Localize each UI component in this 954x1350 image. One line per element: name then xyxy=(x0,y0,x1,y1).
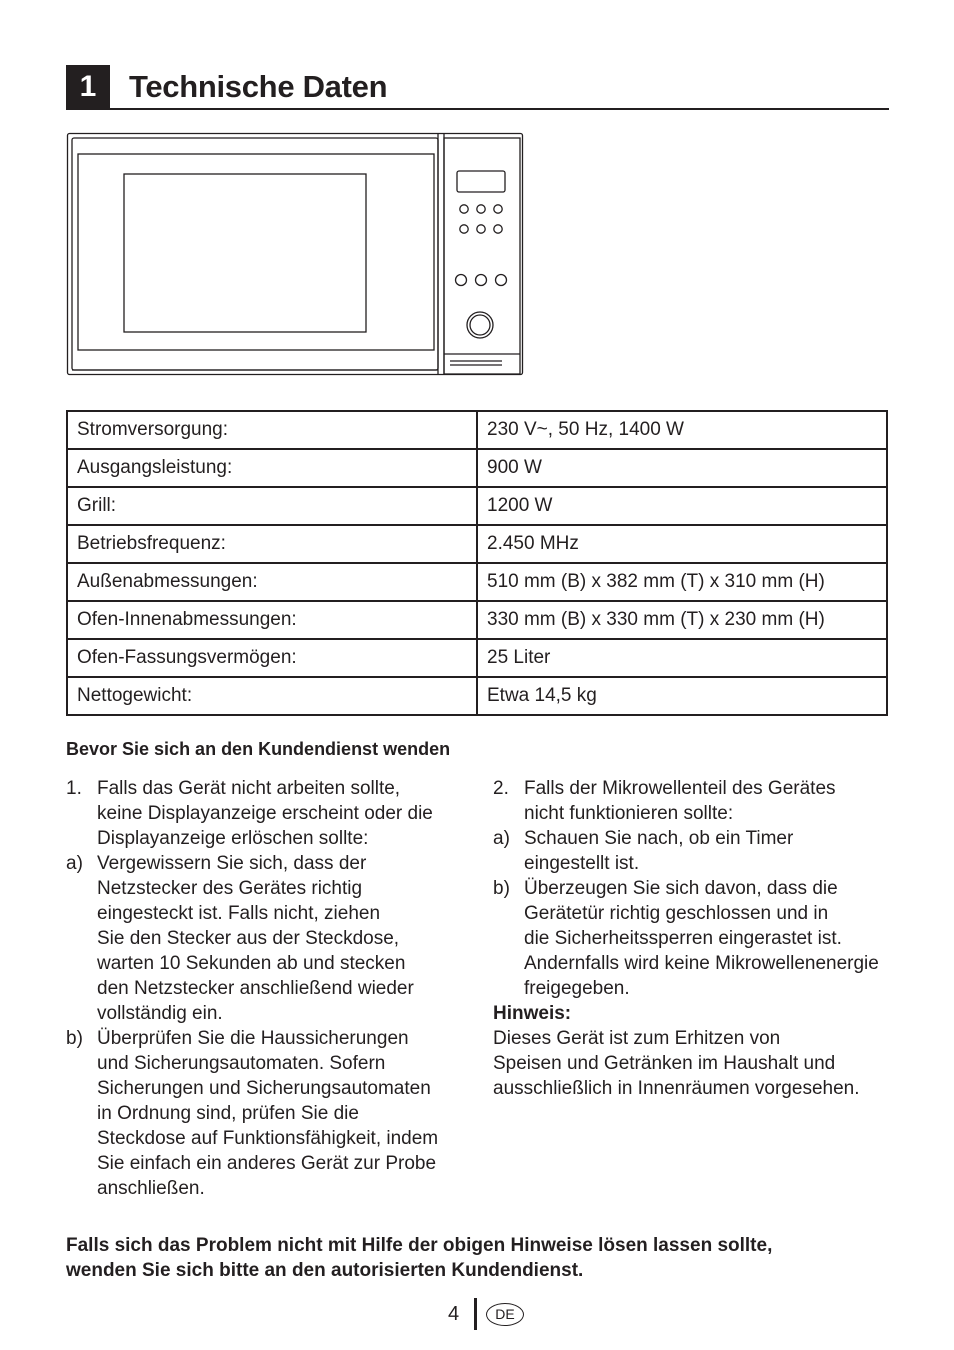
button-row-3 xyxy=(456,275,507,286)
spec-row xyxy=(67,525,887,563)
list-line: freigegeben. xyxy=(524,978,630,999)
list-line: den Netzstecker anschließend wieder xyxy=(97,978,414,999)
list-line: und Sicherungsautomaten. Sofern xyxy=(97,1053,386,1074)
spec-value: 900 W xyxy=(477,449,887,487)
section-number: 1 xyxy=(66,65,110,108)
list-line: Gerätetür richtig geschlossen und in xyxy=(524,903,829,924)
list-item xyxy=(64,851,464,1026)
list-line: in Ordnung sind, prüfen Sie die xyxy=(97,1103,359,1124)
list-line: nicht funktionieren sollte: xyxy=(524,803,734,824)
list-line: Falls das Gerät nicht arbeiten sollte, xyxy=(97,778,401,799)
list-line: vollständig ein. xyxy=(97,1003,223,1024)
page-number: 4 xyxy=(448,1303,460,1325)
closing-line-2: wenden Sie sich bitte an den autorisierten Kundendienst. xyxy=(66,1260,584,1281)
spec-value: 330 mm (B) x 330 mm (T) x 230 mm (H) xyxy=(477,601,887,639)
list-line: eingestellt ist. xyxy=(524,853,640,874)
list-line: die Sicherheitssperren eingerastet ist. xyxy=(524,928,842,949)
inner-window xyxy=(124,174,366,332)
button-row-2 xyxy=(460,225,502,233)
spec-value: 510 mm (B) x 382 mm (T) x 310 mm (H) xyxy=(477,563,887,601)
list-line: Sicherungen und Sicherungsautomaten xyxy=(97,1078,431,1099)
note-line: Speisen und Getränken im Haushalt und xyxy=(493,1053,836,1074)
language-badge: DE xyxy=(486,1303,524,1326)
spec-label: Betriebsfrequenz: xyxy=(67,525,477,563)
microwave-body xyxy=(68,134,523,375)
button-row-1 xyxy=(460,205,502,213)
spec-value: 230 V~, 50 Hz, 1400 W xyxy=(477,411,887,449)
note-body xyxy=(491,1026,901,1101)
list-line: Schauen Sie nach, ob ein Timer xyxy=(524,828,794,849)
spec-label: Nettogewicht: xyxy=(67,677,477,715)
list-item xyxy=(491,776,901,826)
list-marker: a) xyxy=(493,828,510,849)
spec-value: 25 Liter xyxy=(477,639,887,677)
spec-row xyxy=(67,601,887,639)
spec-value: Etwa 14,5 kg xyxy=(477,677,887,715)
list-line: Steckdose auf Funktionsfähigkeit, indem xyxy=(97,1128,439,1149)
specifications-table xyxy=(66,410,888,716)
microwave-illustration xyxy=(66,132,524,378)
list-line: keine Displayanzeige erscheint oder die xyxy=(97,803,433,824)
door-frame xyxy=(72,138,438,370)
spec-label: Ofen-Innenabmessungen: xyxy=(67,601,477,639)
spec-row xyxy=(67,563,887,601)
list-marker: b) xyxy=(493,878,510,899)
troubleshooting-left-column xyxy=(64,776,464,1201)
spec-value: 1200 W xyxy=(477,487,887,525)
spec-row xyxy=(67,411,887,449)
list-line: Displayanzeige erlöschen sollte: xyxy=(97,828,369,849)
list-item xyxy=(491,876,901,1001)
spec-value: 2.450 MHz xyxy=(477,525,887,563)
list-line: Überprüfen Sie die Haussicherungen xyxy=(97,1028,409,1049)
display-icon xyxy=(457,171,505,192)
spec-row xyxy=(67,677,887,715)
list-line: anschließen. xyxy=(97,1178,205,1199)
door-window xyxy=(78,154,434,350)
note-line: Dieses Gerät ist zum Erhitzen von xyxy=(493,1028,781,1049)
note-title: Hinweis: xyxy=(493,1003,572,1024)
section-title: Technische Daten xyxy=(129,69,388,104)
list-line: eingesteckt ist. Falls nicht, ziehen xyxy=(97,903,381,924)
note-line: ausschließlich in Innenräumen vorgesehen. xyxy=(493,1078,860,1099)
spec-label: Außenabmessungen: xyxy=(67,563,477,601)
spec-label: Grill: xyxy=(67,487,477,525)
page-divider xyxy=(474,1298,477,1330)
list-item xyxy=(64,1026,464,1201)
spec-row xyxy=(67,639,887,677)
control-panel xyxy=(444,138,520,374)
list-marker: b) xyxy=(66,1028,83,1049)
list-line: Überzeugen Sie sich davon, dass die xyxy=(524,878,838,899)
section-header xyxy=(66,65,889,110)
list-line: Sie den Stecker aus der Steckdose, xyxy=(97,928,400,949)
spec-label: Ausgangsleistung: xyxy=(67,449,477,487)
list-marker: 1. xyxy=(66,778,82,799)
list-line: Sie einfach ein anderes Gerät zur Probe xyxy=(97,1153,437,1174)
list-line: Andernfalls wird keine Mikrowellenenergie xyxy=(524,953,879,974)
closing-note xyxy=(66,1233,896,1283)
spec-row xyxy=(67,487,887,525)
list-line: Netzstecker des Gerätes richtig xyxy=(97,878,363,899)
list-line: warten 10 Sekunden ab und stecken xyxy=(97,953,406,974)
list-line: Falls der Mikrowellenteil des Gerätes xyxy=(524,778,836,799)
list-marker: 2. xyxy=(493,778,509,799)
dial-knob-icon xyxy=(467,312,493,338)
closing-line-1: Falls sich das Problem nicht mit Hilfe der obigen Hinweise lösen lassen sollte, xyxy=(66,1235,773,1256)
contact-heading: Bevor Sie sich an den Kundendienst wenden xyxy=(66,739,451,759)
list-item xyxy=(491,826,901,876)
troubleshooting-right-column xyxy=(491,776,901,1101)
spec-label: Stromversorgung: xyxy=(67,411,477,449)
list-marker: a) xyxy=(66,853,83,874)
spec-label: Ofen-Fassungsvermögen: xyxy=(67,639,477,677)
spec-row xyxy=(67,449,887,487)
list-item xyxy=(64,776,464,851)
list-line: Vergewissern Sie sich, dass der xyxy=(97,853,367,874)
